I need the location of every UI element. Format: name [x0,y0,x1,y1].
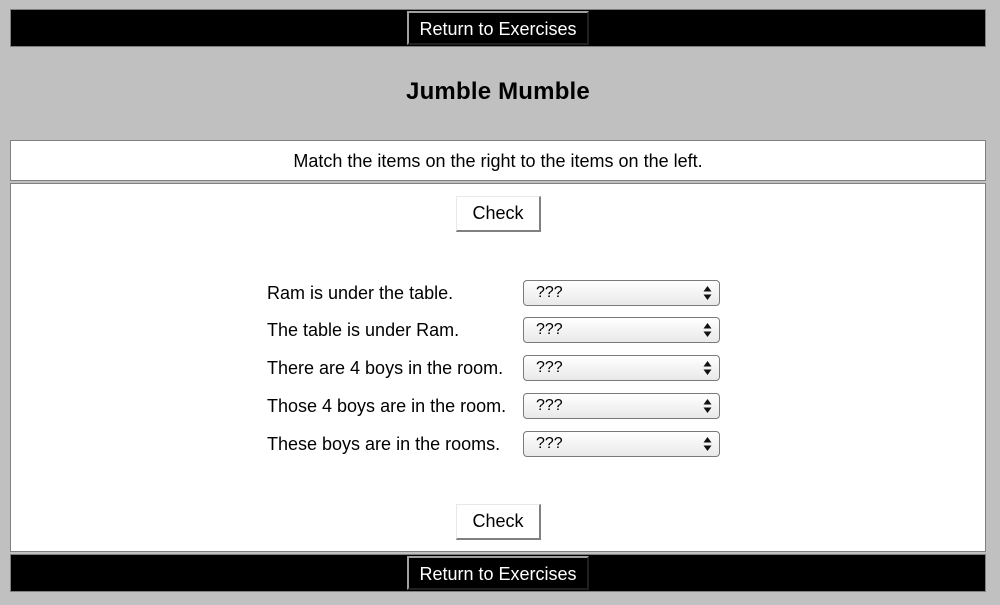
match-row [267,429,727,459]
match-row [267,315,727,345]
select-arrows-icon [703,285,712,301]
match-prompt: The table is under Ram. [267,320,460,340]
match-select[interactable] [523,280,720,306]
match-select-value: ??? [536,397,563,414]
exercise-panel [10,183,986,552]
return-to-exercises-button-top[interactable]: Return to Exercises [407,11,589,45]
match-prompt: Those 4 boys are in the room. [267,396,507,416]
match-select-value: ??? [536,284,563,301]
match-prompt: Ram is under the table. [267,283,454,303]
select-arrows-icon [703,322,712,338]
instructions-panel [10,140,986,181]
match-select-value: ??? [536,321,563,338]
check-button-bottom[interactable]: Check [456,504,541,540]
match-select-value: ??? [536,435,563,452]
select-arrows-icon [703,398,712,414]
instructions-text: Match the items on the right to the items on the left. [293,151,703,171]
match-select[interactable] [523,355,720,381]
top-navbar [10,9,986,47]
match-row [267,391,727,421]
match-select[interactable] [523,317,720,343]
match-row [267,278,727,308]
select-arrows-icon [703,360,712,376]
page-title: Jumble Mumble [406,78,590,105]
match-select[interactable] [523,393,720,419]
match-prompt: There are 4 boys in the room. [267,358,504,378]
match-prompt: These boys are in the rooms. [267,434,501,454]
return-to-exercises-button-bottom[interactable]: Return to Exercises [407,556,589,590]
match-select[interactable] [523,431,720,457]
match-select-value: ??? [536,359,563,376]
check-button-top[interactable]: Check [456,196,541,232]
select-arrows-icon [703,436,712,452]
match-row [267,353,727,383]
bottom-navbar [10,554,986,592]
